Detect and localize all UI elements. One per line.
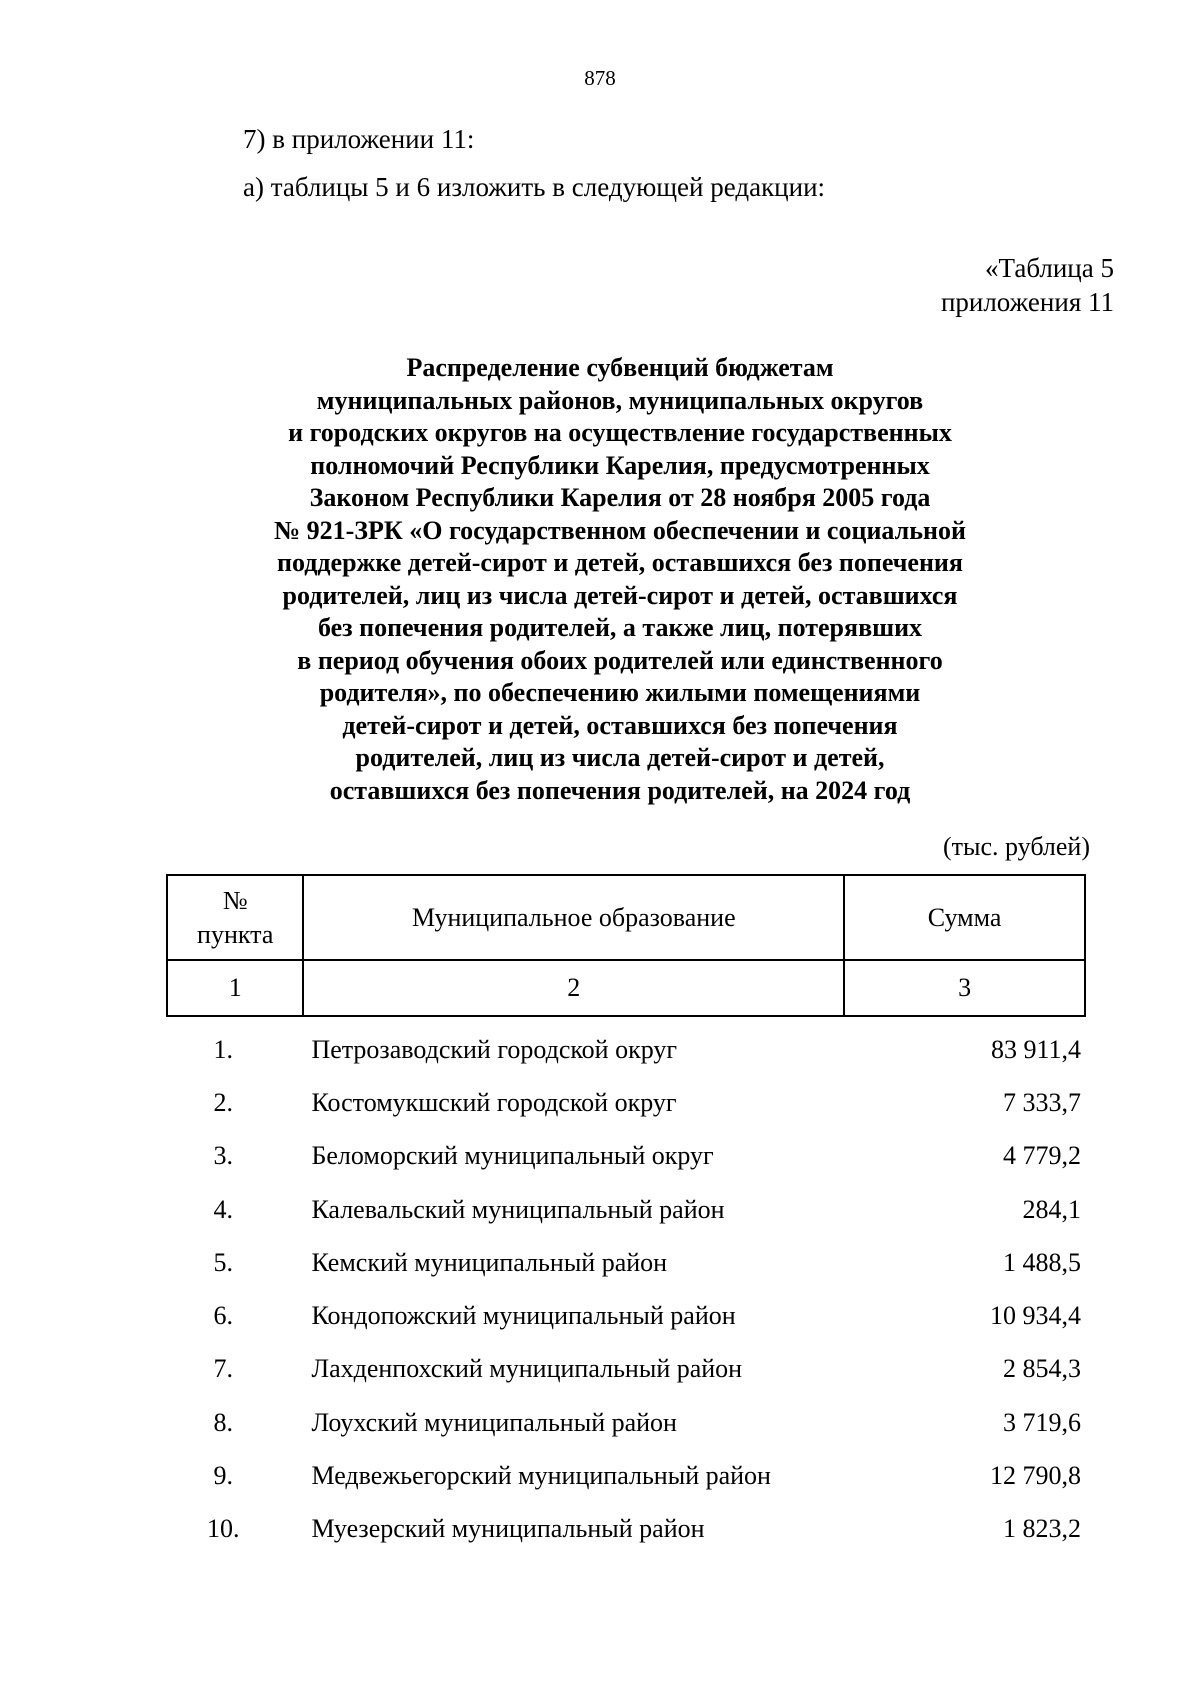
heading-line: детей-сирот и детей, оставшихся без попечения [342, 710, 898, 740]
heading-line: оставшихся без попечения родителей, на 2024 год [329, 775, 911, 805]
row-sum: 10 934,4 [990, 1301, 1081, 1331]
heading-line: Законом Республики Карелия от 28 ноября 2005 года [309, 483, 931, 512]
row-sum: 3 719,6 [1003, 1407, 1081, 1437]
page-number: 878 [584, 66, 616, 90]
table-heading [200, 352, 1040, 807]
row-number: 3. [213, 1141, 233, 1171]
heading-line: № 921-ЗРК «О государственном обеспечении и социальной [274, 515, 966, 545]
row-municipality: Калевальский муниципальный район [311, 1194, 725, 1224]
heading-line: полномочий Республики Карелия, предусмотренных [310, 450, 930, 480]
row-sum: 2 854,3 [1003, 1354, 1081, 1384]
heading-line: поддержке детей-сирот и детей, оставшихся без попечения [277, 548, 963, 577]
heading-line: муниципальных районов, муниципальных округов [316, 385, 924, 415]
row-municipality: Лахденпохский муниципальный район [311, 1354, 743, 1384]
table-row [167, 1503, 1085, 1556]
row-number: 6. [213, 1301, 233, 1331]
row-number: 7. [213, 1354, 233, 1384]
row-municipality: Кемский муниципальный район [311, 1247, 668, 1277]
table-row [167, 1449, 1085, 1502]
subventions-table [166, 874, 1086, 1556]
table-row [167, 1183, 1085, 1236]
row-sum: 7 333,7 [1003, 1087, 1081, 1117]
column-number: 1 [167, 960, 303, 1016]
row-number: 10. [206, 1514, 240, 1544]
row-sum: 4 779,2 [1003, 1141, 1081, 1171]
table-row [167, 1130, 1085, 1183]
table-row [167, 1016, 1085, 1076]
heading-line: Распределение субвенций бюджетам [406, 353, 834, 382]
heading-line: без попечения родителей, а также лиц, потерявших [317, 613, 923, 642]
row-number: 2. [213, 1087, 233, 1117]
column-number: 3 [844, 960, 1085, 1016]
column-number: 2 [303, 960, 844, 1016]
table-row [167, 1343, 1085, 1396]
heading-line: в период обучения обоих родителей или единственного [297, 645, 943, 675]
row-municipality: Кондопожский муниципальный район [311, 1301, 736, 1331]
row-sum: 12 790,8 [990, 1461, 1081, 1491]
row-municipality: Петрозаводский городской округ [311, 1034, 678, 1064]
intro-line-amendment-item: 7) в приложении 11: [243, 124, 475, 154]
row-sum: 1 488,5 [1003, 1247, 1081, 1277]
row-municipality: Лоухский муниципальный район [311, 1407, 677, 1437]
table-row [167, 1236, 1085, 1289]
row-number: 5. [213, 1247, 233, 1277]
header-sum: Сумма [844, 875, 1085, 960]
row-municipality: Муезерский муниципальный район [311, 1514, 705, 1544]
table-label-appendix: приложения 11 [940, 287, 1114, 317]
table-row [167, 1289, 1085, 1342]
header-municipality: Муниципальное образование [303, 875, 844, 960]
table-row [167, 1396, 1085, 1449]
heading-line: и городских округов на осуществление государственных [288, 418, 952, 447]
header-item-number-symbol: № [222, 885, 248, 915]
row-sum: 1 823,2 [1003, 1514, 1081, 1544]
row-municipality: Медвежьегорский муниципальный район [311, 1461, 771, 1491]
row-number: 1. [213, 1034, 233, 1064]
table-column-numbers-row [167, 960, 1085, 1016]
heading-line: родителей, лиц из числа детей-сирот и детей, оставшихся [282, 580, 958, 610]
row-number: 4. [213, 1194, 233, 1224]
header-item-number-label: пункта [197, 919, 274, 949]
intro-line-tables-instruction: а) таблицы 5 и 6 изложить в следующей редакции: [243, 172, 826, 202]
header-item-number [167, 875, 303, 960]
table-header-row [167, 875, 1085, 960]
heading-line: родителя», по обеспечению жилыми помещениями [319, 678, 921, 707]
table-row [167, 1076, 1085, 1129]
row-number: 8. [213, 1407, 233, 1437]
row-sum: 284,1 [1022, 1194, 1081, 1224]
row-municipality: Костомукшский городской округ [311, 1087, 677, 1117]
row-municipality: Беломорский муниципальный округ [311, 1141, 714, 1171]
heading-line: родителей, лиц из числа детей-сирот и детей, [355, 743, 885, 772]
units-note: (тыс. рублей) [942, 832, 1090, 861]
table-label-number: «Таблица 5 [985, 253, 1114, 283]
row-sum: 83 911,4 [990, 1034, 1081, 1064]
row-number: 9. [213, 1461, 233, 1491]
